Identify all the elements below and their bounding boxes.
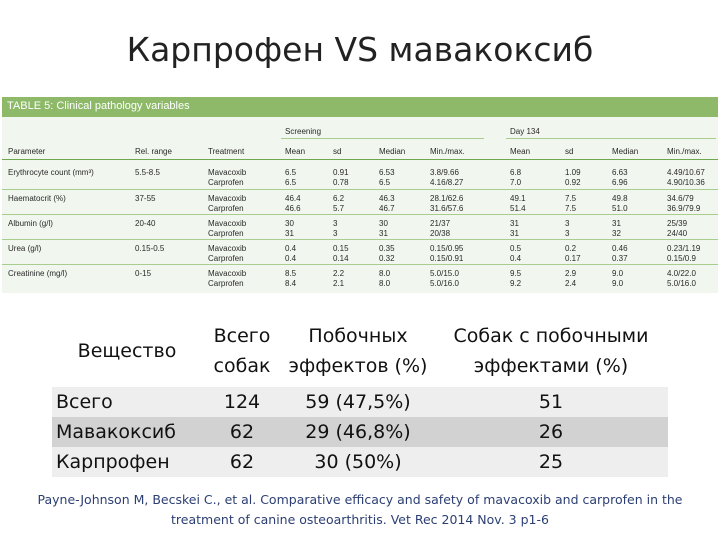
table-caption: TABLE 5: Clinical pathology variables — [7, 100, 190, 112]
table-cell: 4.16/8.27 — [430, 178, 464, 187]
table-cell: 0.46 — [612, 244, 628, 253]
table-cell: 31.6/57.6 — [430, 204, 464, 213]
header-side-effects-line1: Побочных — [308, 325, 408, 347]
table-cell: 5.0/15.0 — [430, 269, 459, 278]
table-cell: 9.5 — [510, 269, 522, 278]
table-cell: 31 — [285, 229, 294, 238]
table-cell: 46.6 — [285, 204, 301, 213]
header-dogs-with-effects-line1: Собак с побочными — [453, 325, 649, 347]
table-cell: Carprofen — [208, 279, 244, 288]
header-dogs-with-effects-line2: эффектами (%) — [473, 355, 629, 377]
table-cell: 26 — [538, 421, 564, 443]
table-cell: 4.0/22.0 — [667, 269, 696, 278]
table-cell: 36.9/79.9 — [667, 204, 701, 213]
table-cell: 5.0/16.0 — [667, 279, 696, 288]
table-cell: 59 (47,5%) — [305, 391, 411, 413]
table-cell: Albumin (g/l) — [8, 219, 53, 228]
column-header: Min./max. — [430, 147, 465, 156]
table-cell: 0.23/1.19 — [667, 244, 701, 253]
column-header: Mean — [285, 147, 306, 156]
row-group-rule — [2, 214, 718, 215]
table-cell: 30 — [379, 219, 388, 228]
header-substance: Вещество — [77, 340, 177, 362]
table-cell: 34.6/79 — [667, 194, 694, 203]
table-cell: 20/38 — [430, 229, 451, 238]
citation — [10, 490, 710, 530]
row-group-rule — [2, 189, 718, 190]
table-cell: Mavacoxib — [208, 168, 247, 177]
table-cell: 51.0 — [612, 204, 628, 213]
table-cell: 46.4 — [285, 194, 301, 203]
table-cell: 0.14 — [333, 254, 349, 263]
table-cell: 30 (50%) — [314, 451, 402, 473]
table-cell: Carprofen — [208, 178, 244, 187]
table-cell: 5.7 — [333, 204, 345, 213]
table-cell: 7.5 — [565, 204, 577, 213]
table-cell: Карпрофен — [56, 451, 170, 473]
table-cell: 0.15-0.5 — [135, 244, 165, 253]
table-cell: 6.5 — [285, 168, 297, 177]
table-cell: 8.4 — [285, 279, 297, 288]
table-cell: 31 — [379, 229, 388, 238]
table-cell: 3.8/9.66 — [430, 168, 459, 177]
group-header-day134: Day 134 — [510, 127, 540, 136]
table-cell: 0.92 — [565, 178, 581, 187]
table-cell: 7.0 — [510, 178, 522, 187]
table-cell: 8.5 — [285, 269, 297, 278]
citation-line-2: treatment of canine osteoarthritis. Vet Rec 2014 Nov. 3 p1-6 — [171, 512, 549, 527]
column-header: Treatment — [208, 147, 245, 156]
table-cell: Mavacoxib — [208, 244, 247, 253]
table-cell: 3 — [333, 229, 338, 238]
table-cell: 49.8 — [612, 194, 628, 203]
table-cell: 6.2 — [333, 194, 345, 203]
table-cell: 32 — [612, 229, 621, 238]
table-cell: 0.15/0.91 — [430, 254, 464, 263]
header-total-dogs-line1: Всего — [213, 325, 271, 347]
table-cell: 29 (46,8%) — [305, 421, 411, 443]
table-cell: 62 — [229, 451, 255, 473]
header-side-effects-line2: эффектов (%) — [288, 355, 428, 377]
table-cell: Мавакоксиб — [56, 421, 176, 443]
table-cell: Mavacoxib — [208, 194, 247, 203]
table-cell: 1.09 — [565, 168, 581, 177]
table-cell: 0.4 — [285, 254, 297, 263]
table-cell: 4.90/10.36 — [667, 178, 705, 187]
table-cell: 0.2 — [565, 244, 577, 253]
table-cell: 62 — [229, 421, 255, 443]
slide-title: Карпрофен VS мавакоксиб — [126, 30, 594, 69]
table-cell: Mavacoxib — [208, 219, 247, 228]
table-cell: Creatinine (mg/l) — [8, 269, 68, 278]
table-cell: 0.4 — [285, 244, 297, 253]
header-total-dogs-line2: собак — [213, 355, 271, 377]
table-cell: 0.17 — [565, 254, 581, 263]
table-cell: 3 — [565, 219, 570, 228]
table-cell: 2.4 — [565, 279, 577, 288]
table-cell: 0.32 — [379, 254, 395, 263]
table-cell: Haematocrit (%) — [8, 194, 66, 203]
table-cell: 6.8 — [510, 168, 522, 177]
clinical-pathology-table — [2, 97, 718, 293]
table-cell: 21/37 — [430, 219, 451, 228]
table-cell: Carprofen — [208, 229, 244, 238]
table-cell: 46.3 — [379, 194, 395, 203]
table-cell: 8.0 — [379, 269, 391, 278]
table-cell: 49.1 — [510, 194, 526, 203]
table-cell: 0.4 — [510, 254, 522, 263]
table-cell: 5.5-8.5 — [135, 168, 160, 177]
table-cell: 31 — [510, 229, 519, 238]
row-group-rule — [2, 239, 718, 240]
table-cell: 124 — [223, 391, 261, 413]
table-cell: 5.0/16.0 — [430, 279, 459, 288]
table-cell: 31 — [612, 219, 621, 228]
table-cell: 51 — [538, 391, 564, 413]
column-header: sd — [333, 147, 342, 156]
table-cell: Mavacoxib — [208, 269, 247, 278]
table-cell: 6.96 — [612, 178, 628, 187]
column-header: Median — [612, 147, 639, 156]
table-cell: 0.15/0.95 — [430, 244, 464, 253]
table-cell: 30 — [285, 219, 294, 228]
row-group-rule — [2, 264, 718, 265]
group-rule-day134 — [506, 138, 716, 139]
table-cell: 31 — [510, 219, 519, 228]
column-header: Rel. range — [135, 147, 172, 156]
column-header: sd — [565, 147, 574, 156]
table-cell: 9.2 — [510, 279, 522, 288]
citation-line-1: Payne-Johnson M, Becskei C., et al. Comparative efficacy and safety of mavacoxib and carprofen in the — [37, 492, 683, 507]
group-header-screening: Screening — [285, 127, 322, 136]
table-cell: Carprofen — [208, 204, 244, 213]
table-cell: 46.7 — [379, 204, 395, 213]
table-cell: 2.9 — [565, 269, 577, 278]
table-cell: 51.4 — [510, 204, 526, 213]
table-cell: Всего — [56, 391, 113, 413]
table-cell: 28.1/62.6 — [430, 194, 464, 203]
table-cell: 0.35 — [379, 244, 395, 253]
table-cell: 7.5 — [565, 194, 577, 203]
table-cell: 0.5 — [510, 244, 522, 253]
table-cell: 24/40 — [667, 229, 688, 238]
column-header: Parameter — [8, 147, 46, 156]
column-header: Median — [379, 147, 406, 156]
table-cell: 3 — [565, 229, 570, 238]
table-cell: 3 — [333, 219, 338, 228]
table-cell: 20-40 — [135, 219, 156, 228]
table-cell: 9.0 — [612, 279, 624, 288]
table-cell: 4.49/10.67 — [667, 168, 705, 177]
table-cell: 0.37 — [612, 254, 628, 263]
table-cell: 8.0 — [379, 279, 391, 288]
table-cell: 6.5 — [285, 178, 297, 187]
table-cell: 0.78 — [333, 178, 349, 187]
table-cell: 6.5 — [379, 178, 391, 187]
column-header: Min./max. — [667, 147, 702, 156]
table-cell: 9.0 — [612, 269, 624, 278]
table-cell: 0.15 — [333, 244, 349, 253]
table-cell: 0-15 — [135, 269, 152, 278]
table-cell: 25/39 — [667, 219, 688, 228]
table-cell: 2.2 — [333, 269, 345, 278]
table-cell: 0.91 — [333, 168, 349, 177]
table-cell: 6.53 — [379, 168, 395, 177]
group-rule-screening — [281, 138, 484, 139]
table-cell: 2.1 — [333, 279, 345, 288]
table-cell: 0.15/0.9 — [667, 254, 696, 263]
table-cell: Carprofen — [208, 254, 244, 263]
table-cell: Erythrocyte count (mm³) — [8, 168, 94, 177]
table-cell: 25 — [538, 451, 564, 473]
table-cell: 6.63 — [612, 168, 628, 177]
table-cell: Urea (g/l) — [8, 244, 42, 253]
column-header: Mean — [510, 147, 531, 156]
header-rule — [2, 159, 718, 160]
table-cell: 37-55 — [135, 194, 156, 203]
